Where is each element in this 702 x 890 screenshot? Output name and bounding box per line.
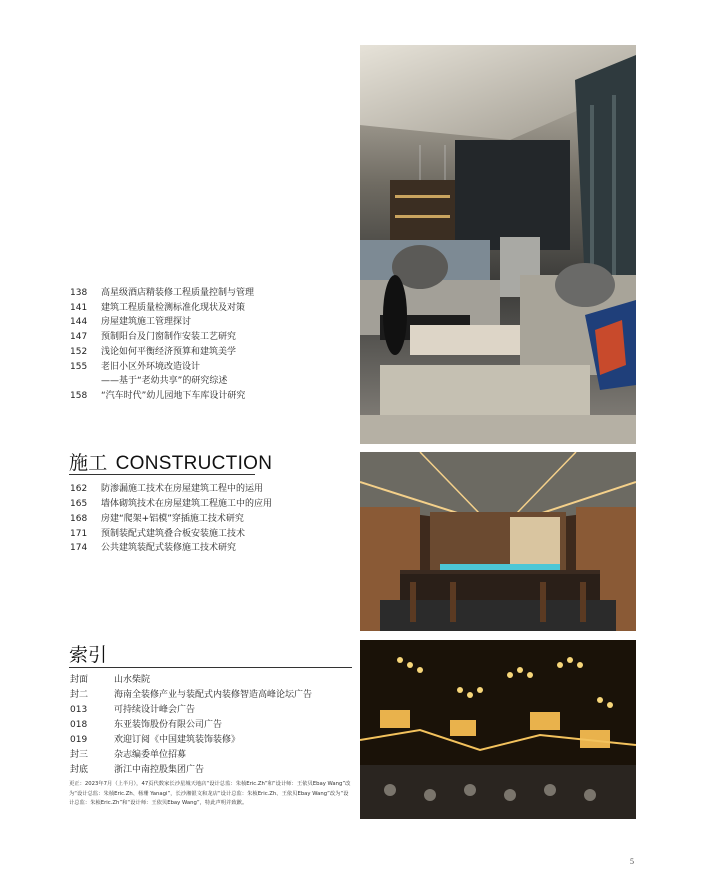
toc-item[interactable] [70, 483, 263, 495]
toc-page-number: 171 [70, 529, 88, 539]
toc-title: 老旧小区外环境改造设计 [101, 362, 201, 372]
index-title: 杂志编委单位招募 [114, 750, 187, 760]
toc-title: 房屋建筑施工管理探讨 [101, 317, 192, 327]
section-heading-cn: 施工 [69, 452, 108, 474]
living-room-photo [360, 45, 636, 444]
index-title: 山水柴院 [114, 675, 151, 685]
toc-item[interactable] [70, 346, 236, 358]
index-code: 封底 [70, 765, 89, 775]
index-heading: 索引 [69, 644, 108, 666]
index-title: 东亚装饰股份有限公司广告 [114, 720, 223, 730]
index-item[interactable] [70, 734, 240, 746]
toc-item[interactable] [70, 302, 245, 314]
toc-item[interactable] [70, 331, 236, 343]
index-code: 019 [70, 735, 88, 745]
toc-item[interactable] [70, 498, 272, 510]
toc-page-number: 165 [70, 499, 88, 509]
toc-item[interactable] [70, 513, 244, 525]
index-code: 封面 [70, 675, 89, 685]
toc-title: 高星级酒店精装修工程质量控制与管理 [101, 288, 255, 298]
toc-title: 建筑工程质量检测标准化现状及对策 [101, 303, 246, 313]
toc-title: 墙体砌筑技术在房屋建筑工程施工中的应用 [101, 499, 273, 509]
bar-interior-photo [360, 452, 636, 631]
index-code: 013 [70, 705, 88, 715]
index-item[interactable] [70, 704, 195, 716]
index-item[interactable] [70, 749, 186, 761]
toc-item[interactable] [70, 528, 245, 540]
toc-title: 防渗漏施工技术在房屋建筑工程中的运用 [101, 484, 264, 494]
toc-page-number: 147 [70, 332, 88, 342]
section-divider [69, 474, 255, 475]
toc-item-subtitle: ——基于“老幼共享”的研究综述 [101, 376, 228, 386]
toc-title: 预制阳台及门窗制作安装工艺研究 [101, 332, 237, 342]
toc-title: 公共建筑装配式装修施工技术研究 [101, 543, 237, 553]
section-heading [69, 448, 272, 475]
index-code: 封三 [70, 750, 89, 760]
toc-item[interactable] [70, 287, 254, 299]
toc-page-number: 141 [70, 303, 88, 313]
index-title: 可持续设计峰会广告 [114, 705, 196, 715]
index-item[interactable] [70, 764, 204, 776]
toc-page-number: 174 [70, 543, 88, 553]
toc-title: “汽车时代”幼儿园地下车库设计研究 [101, 391, 246, 401]
toc-page-number: 138 [70, 288, 88, 298]
index-code: 封二 [70, 690, 89, 700]
toc-item[interactable] [70, 361, 200, 373]
toc-item[interactable] [70, 316, 191, 328]
toc-page-number: 158 [70, 391, 88, 401]
toc-item[interactable] [70, 390, 245, 402]
toc-title: 预制装配式建筑叠合板安装施工技术 [101, 529, 246, 539]
section-heading-en: CONSTRUCTION [115, 453, 273, 474]
toc-page-number: 155 [70, 362, 88, 372]
correction-note: 更正：2023年7月（上半月），47页代数家长沙星城天地店“设计总监：朱桢Eric.Zh”和“设计师：王依贝Ebay Wang”改为“设计总监：朱桢Eric.Zh、杨珊 Yanagi”，长沙湘银文和龙店“设计总监：朱桢Eric.Zh、王依贝Ebay Wang”改为“设计总监：朱桢Eric.Zh”和“设计师：王依贝Ebay Wang”，特此声明并致歉。 [69, 781, 351, 806]
index-code: 018 [70, 720, 88, 730]
toc-title: 浅论如何平衡经济预算和建筑美学 [101, 347, 237, 357]
event-hall-photo [360, 640, 636, 819]
toc-page-number: 152 [70, 347, 88, 357]
toc-page-number: 168 [70, 514, 88, 524]
index-title: 海南全装修产业与装配式内装修智造高峰论坛广告 [114, 690, 313, 700]
index-divider [69, 667, 352, 668]
index-item[interactable] [70, 689, 312, 701]
toc-page-number: 162 [70, 484, 88, 494]
toc-page-number: 144 [70, 317, 88, 327]
index-title: 浙江中南控股集团广告 [114, 765, 205, 775]
toc-item[interactable] [70, 542, 236, 554]
index-title: 欢迎订阅《中国建筑装饰装修》 [114, 735, 241, 745]
index-item[interactable] [70, 719, 222, 731]
page-number: 5 [630, 857, 634, 866]
index-item[interactable] [70, 674, 150, 686]
toc-title: 房建“爬架+铝模”穿插施工技术研究 [101, 514, 244, 524]
